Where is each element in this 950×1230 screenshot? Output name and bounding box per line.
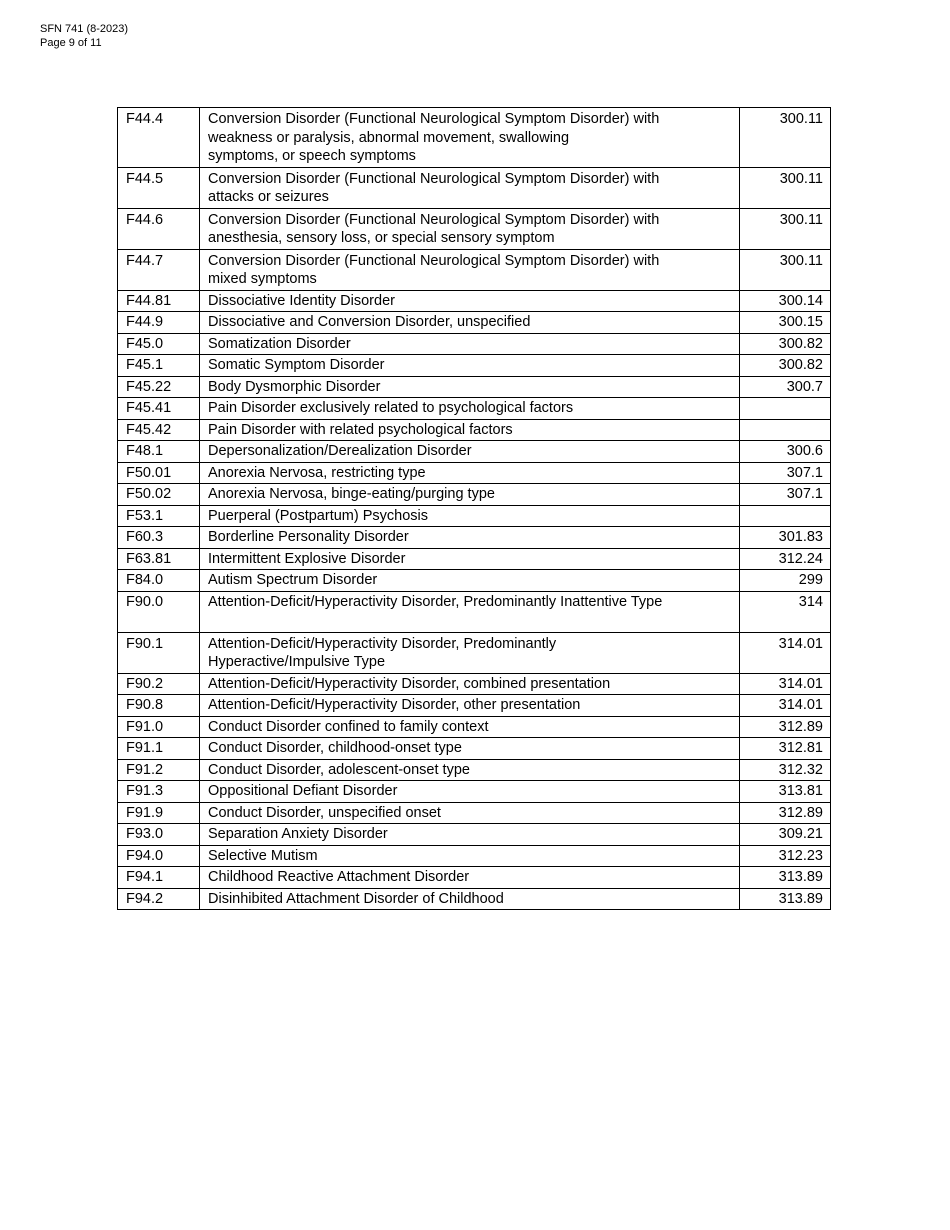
icd10-code-cell: F93.0 [118,824,200,846]
dsm-code-cell: 300.82 [740,355,831,377]
description-line: Dissociative and Conversion Disorder, unspecified [208,314,531,330]
table-row [118,167,831,208]
description-line: Selective Mutism [208,847,318,864]
diagnosis-code-rows [118,108,831,910]
dsm-code-cell: 313.81 [740,781,831,803]
table-row [118,398,831,420]
description-line: Conduct Disorder, childhood-onset type [208,740,462,756]
description-line: Hyperactive/Impulsive Type [208,654,386,670]
diagnosis-description-cell [200,208,740,249]
dsm-code-cell [740,419,831,441]
diagnosis-code-table [117,107,831,910]
form-id: SFN 741 (8-2023) [40,23,129,35]
dsm-code-cell: 300.11 [740,108,831,168]
table-row [118,824,831,846]
diagnosis-description-cell [200,419,740,441]
diagnosis-description-cell [200,781,740,803]
diagnosis-description-cell [200,716,740,738]
description-line: Borderline Personality Disorder [208,529,409,545]
dsm-code-cell: 313.89 [740,888,831,910]
icd10-code-cell: F44.9 [118,312,200,334]
diagnosis-description-cell [200,759,740,781]
description-line: Conversion Disorder (Functional Neurological Symptom Disorder) with [208,211,660,228]
description-line: Anorexia Nervosa, binge-eating/purging type [208,486,495,502]
table-row [118,441,831,463]
icd10-code-cell: F53.1 [118,505,200,527]
table-row [118,290,831,312]
icd10-code-cell: F90.0 [118,591,200,632]
dsm-code-cell: 301.83 [740,527,831,549]
icd10-code-cell: F90.2 [118,673,200,695]
icd10-code-cell: F50.02 [118,484,200,506]
dsm-code-cell: 300.11 [740,249,831,290]
icd10-code-cell: F44.7 [118,249,200,290]
dsm-code-cell: 314.01 [740,673,831,695]
icd10-code-cell: F91.1 [118,738,200,760]
icd10-code-cell: F50.01 [118,462,200,484]
icd10-code-cell: F45.42 [118,419,200,441]
table-row [118,759,831,781]
diagnosis-description-cell [200,802,740,824]
dsm-code-cell: 300.15 [740,312,831,334]
icd10-code-cell: F44.5 [118,167,200,208]
icd10-code-cell: F44.81 [118,290,200,312]
form-header [40,22,128,50]
dsm-code-cell: 312.89 [740,802,831,824]
table-row [118,484,831,506]
description-line: Pain Disorder exclusively related to psychological factors [208,400,574,416]
diagnosis-description-cell [200,505,740,527]
diagnosis-description-cell [200,738,740,760]
description-line: Conversion Disorder (Functional Neurological Symptom Disorder) with [208,111,660,127]
table-row [118,312,831,334]
dsm-code-cell: 312.32 [740,759,831,781]
table-row [118,462,831,484]
table-row [118,505,831,527]
dsm-code-cell [740,398,831,420]
diagnosis-description-cell [200,695,740,717]
dsm-code-cell: 312.89 [740,716,831,738]
icd10-code-cell: F48.1 [118,441,200,463]
dsm-code-cell: 314.01 [740,695,831,717]
table-row [118,333,831,355]
icd10-code-cell: F90.8 [118,695,200,717]
diagnosis-description-cell [200,591,740,632]
table-row [118,867,831,889]
table-row [118,548,831,570]
icd10-code-cell: F91.9 [118,802,200,824]
description-line: Body Dysmorphic Disorder [208,378,381,395]
description-line: Conversion Disorder (Functional Neurological Symptom Disorder) with [208,170,660,187]
table-row [118,695,831,717]
dsm-code-cell: 314 [740,591,831,632]
diagnosis-description-cell [200,108,740,168]
diagnosis-description-cell [200,867,740,889]
diagnosis-description-cell [200,312,740,334]
description-line: Conduct Disorder confined to family context [208,718,489,735]
table-row [118,376,831,398]
diagnosis-description-cell [200,824,740,846]
description-line: Somatic Symptom Disorder [208,357,385,373]
diagnosis-description-cell [200,333,740,355]
description-line: Pain Disorder with related psychological factors [208,421,513,438]
table-row [118,716,831,738]
diagnosis-description-cell [200,376,740,398]
description-line: Separation Anxiety Disorder [208,826,388,842]
dsm-code-cell: 300.11 [740,167,831,208]
description-line: anesthesia, sensory loss, or special sensory symptom [208,230,555,246]
description-line: Childhood Reactive Attachment Disorder [208,869,470,885]
description-line: Conduct Disorder, adolescent-onset type [208,761,470,778]
diagnosis-description-cell [200,398,740,420]
description-line: Dissociative Identity Disorder [208,292,395,309]
diagnosis-description-cell [200,249,740,290]
dsm-code-cell: 300.11 [740,208,831,249]
diagnosis-description-cell [200,845,740,867]
icd10-code-cell: F91.2 [118,759,200,781]
diagnosis-description-cell [200,441,740,463]
icd10-code-cell: F91.3 [118,781,200,803]
description-line: Puerperal (Postpartum) Psychosis [208,507,428,524]
description-line: Attention-Deficit/Hyperactivity Disorder, Predominantly Inattentive Type [208,593,663,610]
icd10-code-cell: F44.4 [118,108,200,168]
table-row [118,632,831,673]
dsm-code-cell: 307.1 [740,484,831,506]
description-line: mixed symptoms [208,271,317,287]
dsm-code-cell: 307.1 [740,462,831,484]
description-line: Attention-Deficit/Hyperactivity Disorder, combined presentation [208,675,611,692]
table-row [118,108,831,168]
description-line: Autism Spectrum Disorder [208,572,378,588]
table-row [118,249,831,290]
dsm-code-cell: 314.01 [740,632,831,673]
table-row [118,738,831,760]
dsm-code-cell: 312.81 [740,738,831,760]
table-row [118,527,831,549]
table-row [118,802,831,824]
icd10-code-cell: F94.0 [118,845,200,867]
description-line: Attention-Deficit/Hyperactivity Disorder, other presentation [208,697,581,713]
icd10-code-cell: F94.1 [118,867,200,889]
table-row [118,888,831,910]
table-row [118,591,831,632]
table-row [118,355,831,377]
icd10-code-cell: F91.0 [118,716,200,738]
dsm-code-cell [740,505,831,527]
dsm-code-cell: 313.89 [740,867,831,889]
dsm-code-cell: 309.21 [740,824,831,846]
table-row [118,781,831,803]
icd10-code-cell: F44.6 [118,208,200,249]
diagnosis-description-cell [200,548,740,570]
table-row [118,673,831,695]
diagnosis-description-cell [200,632,740,673]
diagnosis-description-cell [200,527,740,549]
description-line: weakness or paralysis, abnormal movement, swallowing [208,129,570,146]
dsm-code-cell: 312.23 [740,845,831,867]
diagnosis-description-cell [200,355,740,377]
table-row [118,845,831,867]
icd10-code-cell: F45.0 [118,333,200,355]
diagnosis-description-cell [200,290,740,312]
dsm-code-cell: 300.7 [740,376,831,398]
icd10-code-cell: F94.2 [118,888,200,910]
diagnosis-description-cell [200,167,740,208]
table-row [118,208,831,249]
table-row [118,419,831,441]
description-line: Conversion Disorder (Functional Neurological Symptom Disorder) with [208,252,660,269]
diagnosis-description-cell [200,462,740,484]
diagnosis-description-cell [200,570,740,592]
icd10-code-cell: F84.0 [118,570,200,592]
diagnosis-description-cell [200,484,740,506]
icd10-code-cell: F60.3 [118,527,200,549]
page-number: Page 9 of 11 [40,37,102,49]
description-line: Somatization Disorder [208,335,351,352]
diagnosis-description-cell [200,888,740,910]
description-line: Depersonalization/Derealization Disorder [208,443,472,459]
description-line: Oppositional Defiant Disorder [208,783,398,799]
dsm-code-cell: 312.24 [740,548,831,570]
icd10-code-cell: F45.41 [118,398,200,420]
description-line: Disinhibited Attachment Disorder of Childhood [208,890,504,907]
description-line: Anorexia Nervosa, restricting type [208,464,426,481]
description-line: symptoms, or speech symptoms [208,148,416,164]
dsm-code-cell: 300.82 [740,333,831,355]
description-line: Conduct Disorder, unspecified onset [208,804,441,821]
description-line: Intermittent Explosive Disorder [208,550,406,567]
icd10-code-cell: F90.1 [118,632,200,673]
dsm-code-cell: 300.14 [740,290,831,312]
dsm-code-cell: 299 [740,570,831,592]
dsm-code-cell: 300.6 [740,441,831,463]
diagnosis-description-cell [200,673,740,695]
icd10-code-cell: F45.22 [118,376,200,398]
icd10-code-cell: F45.1 [118,355,200,377]
description-line: attacks or seizures [208,189,329,205]
table-row [118,570,831,592]
description-line: Attention-Deficit/Hyperactivity Disorder, Predominantly [208,635,557,652]
icd10-code-cell: F63.81 [118,548,200,570]
